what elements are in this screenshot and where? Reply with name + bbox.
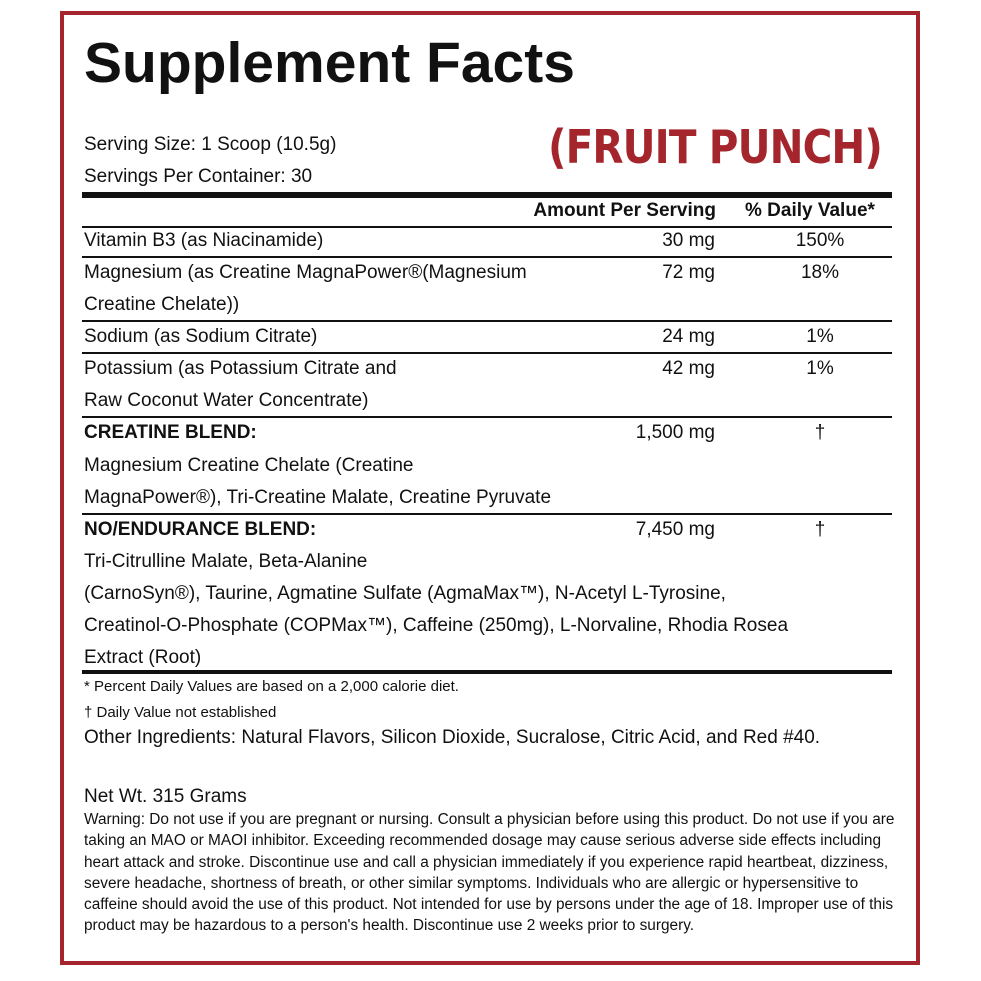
nutrient-name: Sodium (as Sodium Citrate) [84,326,318,347]
nutrient-name: Magnesium (as Creatine MagnaPower®(Magnesium [84,262,527,283]
blend-name: CREATINE BLEND: [84,422,257,443]
blend-amount: 7,450 mg [635,519,715,540]
nutrient-name: Vitamin B3 (as Niacinamide) [84,230,324,251]
blend-ingredients: Tri-Citrulline Malate, Beta-Alanine [84,551,368,572]
nutrient-daily-value: 1% [806,358,834,379]
blend-ingredients-cont: (CarnoSyn®), Taurine, Agmatine Sulfate (AgmaMax™), N-Acetyl L-Tyrosine, [84,583,726,604]
page-title: Supplement Facts [84,31,575,95]
blend-daily-value: † [814,519,826,540]
nutrient-amount: 72 mg [662,262,715,283]
blend-ingredients-cont: Extract (Root) [84,647,202,668]
blend-name: NO/ENDURANCE BLEND: [84,519,317,540]
serving-size: Serving Size: 1 Scoop (10.5g) [84,134,337,155]
divider-thick-bottom [82,670,892,674]
blend-daily-value: † [814,422,826,443]
servings-per-container: Servings Per Container: 30 [84,166,313,187]
nutrient-daily-value: 150% [795,230,845,251]
warning-text: Warning: Do not use if you are pregnant or nursing. Consult a physician before using this product. Do not use if you are taking an MAO or MAOI inhibitor. Exceeding recommended dosage may cause serious adverse side effects including heart attack and stroke. Discontinue use and call a physician immediately if you experience rapid heartbeat, dizziness, severe headache, shortness of breath, or other similar symptoms. Individuals who are allergic or hypersensitive to caffeine should avoid the use of this product. Not intended for use by persons under the age of 18. Improper use of this product may be hazardous to a person's health. Discontinue use 2 weeks prior to surgery. [84,811,895,935]
blend-ingredients-cont: Creatinol-O-Phosphate (COPMax™), Caffeine (250mg), L-Norvaline, Rhodia Rosea [84,615,789,636]
nutrient-amount: 42 mg [662,358,715,379]
blend-amount: 1,500 mg [635,422,715,443]
nutrient-daily-value: 18% [800,262,840,283]
blend-ingredients-cont: MagnaPower®), Tri-Creatine Malate, Creatine Pyruvate [84,487,552,508]
net-weight: Net Wt. 315 Grams [84,786,247,807]
header-amount: Amount Per Serving [533,200,716,221]
nutrient-name: Potassium (as Potassium Citrate and [84,358,397,379]
nutrient-amount: 30 mg [662,230,715,251]
other-ingredients: Other Ingredients: Natural Flavors, Silicon Dioxide, Sucralose, Citric Acid, and Red #40. [84,727,821,748]
nutrient-amount: 24 mg [662,326,715,347]
nutrient-daily-value: 1% [806,326,834,347]
nutrient-name-cont: Raw Coconut Water Concentrate) [84,390,369,411]
header-daily-value: % Daily Value* [745,200,875,221]
nutrient-name-cont: Creatine Chelate)) [84,294,240,315]
blend-ingredients: Magnesium Creatine Chelate (Creatine [84,455,414,476]
footnote-dagger: † Daily Value not established [84,704,277,721]
flavor-label: (FRUIT PUNCH) [548,120,883,174]
footnote-daily-values: * Percent Daily Values are based on a 2,000 calorie diet. [84,678,459,695]
